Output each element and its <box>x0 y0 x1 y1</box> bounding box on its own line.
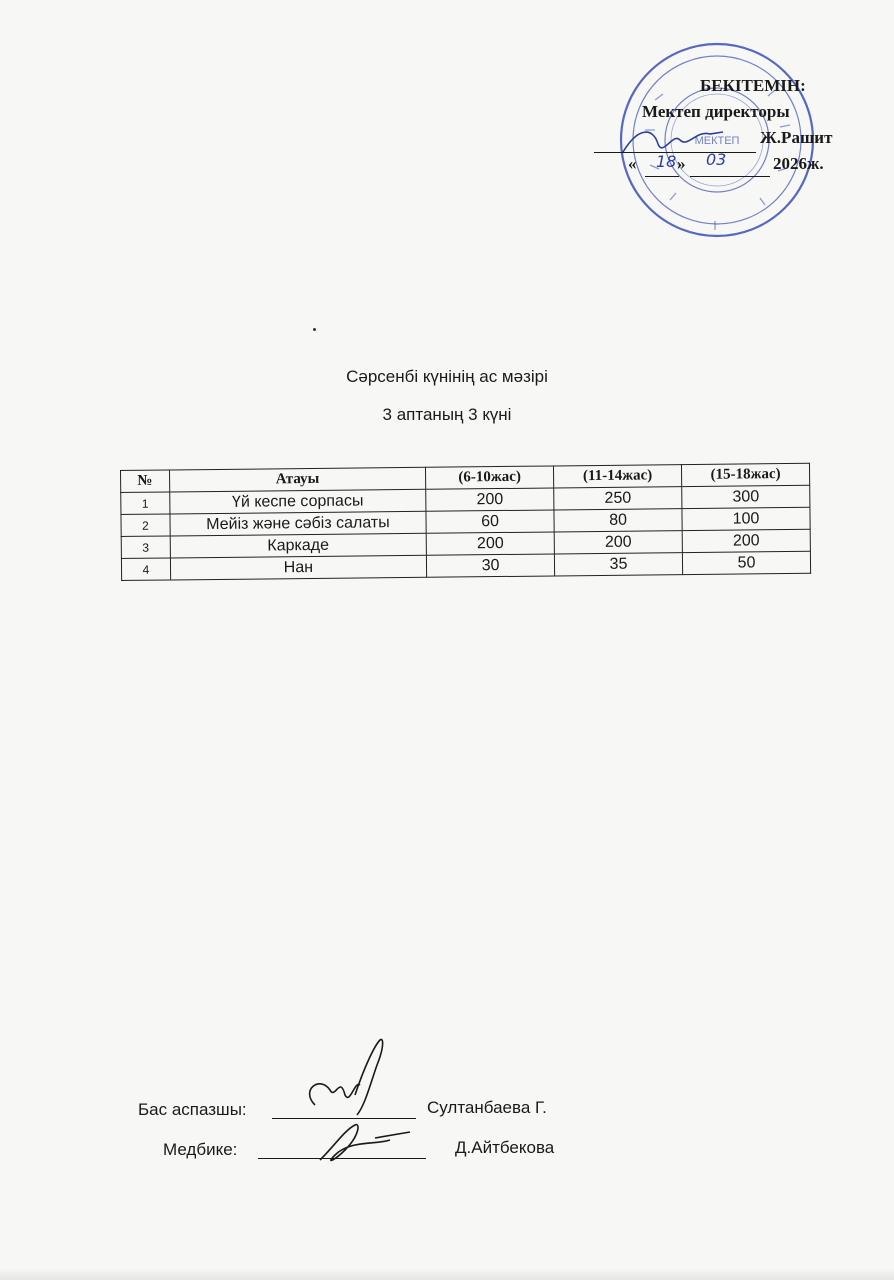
cell-portion: 200 <box>682 529 810 552</box>
page-bottom-edge <box>0 1268 894 1280</box>
cell-number: 1 <box>121 492 170 515</box>
menu-title: Сәрсенбі күнінің ас мәзірі <box>346 367 548 386</box>
cell-number: 2 <box>121 514 170 537</box>
cell-portion: 50 <box>682 551 810 574</box>
header-age-11-14: (11-14жас) <box>554 465 682 488</box>
cell-portion: 200 <box>554 531 682 554</box>
approval-date-open: « <box>628 154 637 173</box>
header-age-15-18: (15-18жас) <box>681 463 809 486</box>
cell-portion: 300 <box>682 485 810 508</box>
cell-portion: 35 <box>554 553 682 576</box>
date-month-line <box>690 176 770 177</box>
cell-dish: Нан <box>170 555 427 580</box>
nurse-label: Медбике: <box>163 1140 238 1159</box>
approval-director-name: Ж.Рашит <box>760 128 833 147</box>
cell-portion: 100 <box>682 507 810 530</box>
menu-table <box>120 463 811 581</box>
approval-heading: БЕКІТЕМІН: <box>700 76 806 95</box>
header-name: Атауы <box>169 467 426 492</box>
approval-date-year: 2026ж. <box>773 154 824 173</box>
svg-text:МЕКТЕП: МЕКТЕП <box>694 135 740 147</box>
approval-date-mid: » <box>677 154 686 173</box>
approval-position: Мектеп директоры <box>642 102 790 121</box>
approval-date-day: 18 <box>656 152 677 171</box>
header-age-6-10: (6-10жас) <box>426 466 554 489</box>
cell-portion: 200 <box>426 532 554 555</box>
chef-name: Султанбаева Г. <box>427 1098 547 1117</box>
cell-portion: 60 <box>426 510 554 533</box>
cell-portion: 200 <box>426 488 554 511</box>
cell-portion: 250 <box>554 487 682 510</box>
cell-dish: Мейіз және сәбіз салаты <box>170 511 427 536</box>
menu-subtitle: 3 аптаның 3 күні <box>382 405 512 424</box>
cell-portion: 80 <box>554 509 682 532</box>
cell-number: 3 <box>121 536 170 559</box>
nurse-name: Д.Айтбекова <box>455 1138 555 1157</box>
header-number: № <box>121 470 170 493</box>
cell-dish: Каркаде <box>170 533 427 558</box>
approval-date-month: 03 <box>706 150 727 169</box>
date-day-line <box>645 176 679 177</box>
nurse-signature <box>305 1110 415 1170</box>
cell-dish: Үй кеспе сорпасы <box>169 489 426 514</box>
chef-label: Бас аспазшы: <box>138 1100 247 1119</box>
stray-dot <box>313 328 316 331</box>
cell-portion: 30 <box>426 554 554 577</box>
director-signature <box>618 122 728 162</box>
cell-number: 4 <box>121 558 170 581</box>
